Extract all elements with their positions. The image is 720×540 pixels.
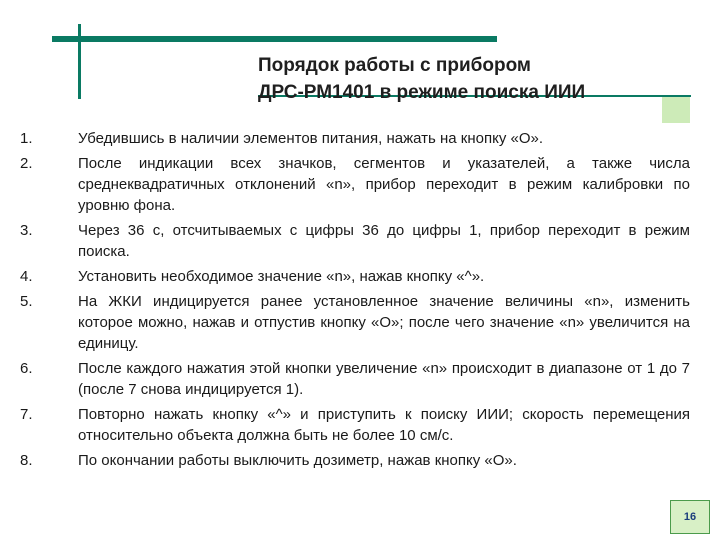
title-line-2: ДРС-РМ1401 в режиме поиска ИИИ <box>258 82 586 103</box>
left-decorative-line <box>78 24 81 99</box>
page-number-badge <box>670 500 710 534</box>
list-item <box>20 220 690 262</box>
item-text: Установить необходимое значение «n», нажав кнопку «^». <box>78 268 485 285</box>
item-number: 1. <box>20 130 33 147</box>
item-text: Повторно нажать кнопку «^» и приступить к поиску ИИИ; скорость перемещения относительно объекта должна быть не более 10 см/с. <box>78 406 690 444</box>
item-number: 4. <box>20 268 33 285</box>
list-item <box>20 291 690 354</box>
list-item <box>20 358 690 400</box>
item-text: Убедившись в наличии элементов питания, нажать на кнопку «О». <box>78 130 544 147</box>
item-text: После каждого нажатия этой кнопки увеличение «n» происходит в диапазоне от 1 до 7 (после 7 снова индицируется 1). <box>78 360 690 398</box>
item-text: После индикации всех значков, сегментов и указателей, а также числа среднеквадратичных отклонений «n», прибор переходит в режим калибровки по уровню фона. <box>78 155 690 214</box>
item-number: 7. <box>20 406 33 423</box>
item-number: 2. <box>20 155 33 172</box>
list-item <box>20 266 690 287</box>
item-number: 5. <box>20 293 33 310</box>
item-text: Через 36 с, отсчитываемых с цифры 36 до цифры 1, прибор переходит в режим поиска. <box>78 222 690 260</box>
item-number: 8. <box>20 452 33 469</box>
list-item <box>20 128 690 149</box>
page-number: 16 <box>683 511 697 523</box>
list-item <box>20 404 690 446</box>
list-item <box>20 450 690 471</box>
item-text: На ЖКИ индицируется ранее установленное значение величины «n», изменить которое можно, нажав и отпустив кнопку «О»; после чего значение «n» увеличится на единицу. <box>78 293 690 352</box>
title-line-1: Порядок работы с прибором <box>258 55 531 76</box>
item-text: По окончании работы выключить дозиметр, нажав кнопку «О». <box>78 452 517 469</box>
item-number: 6. <box>20 360 33 377</box>
instruction-list <box>20 128 690 475</box>
top-decorative-line <box>52 36 497 42</box>
page-title <box>258 52 698 106</box>
item-number: 3. <box>20 222 33 239</box>
list-item <box>20 153 690 216</box>
